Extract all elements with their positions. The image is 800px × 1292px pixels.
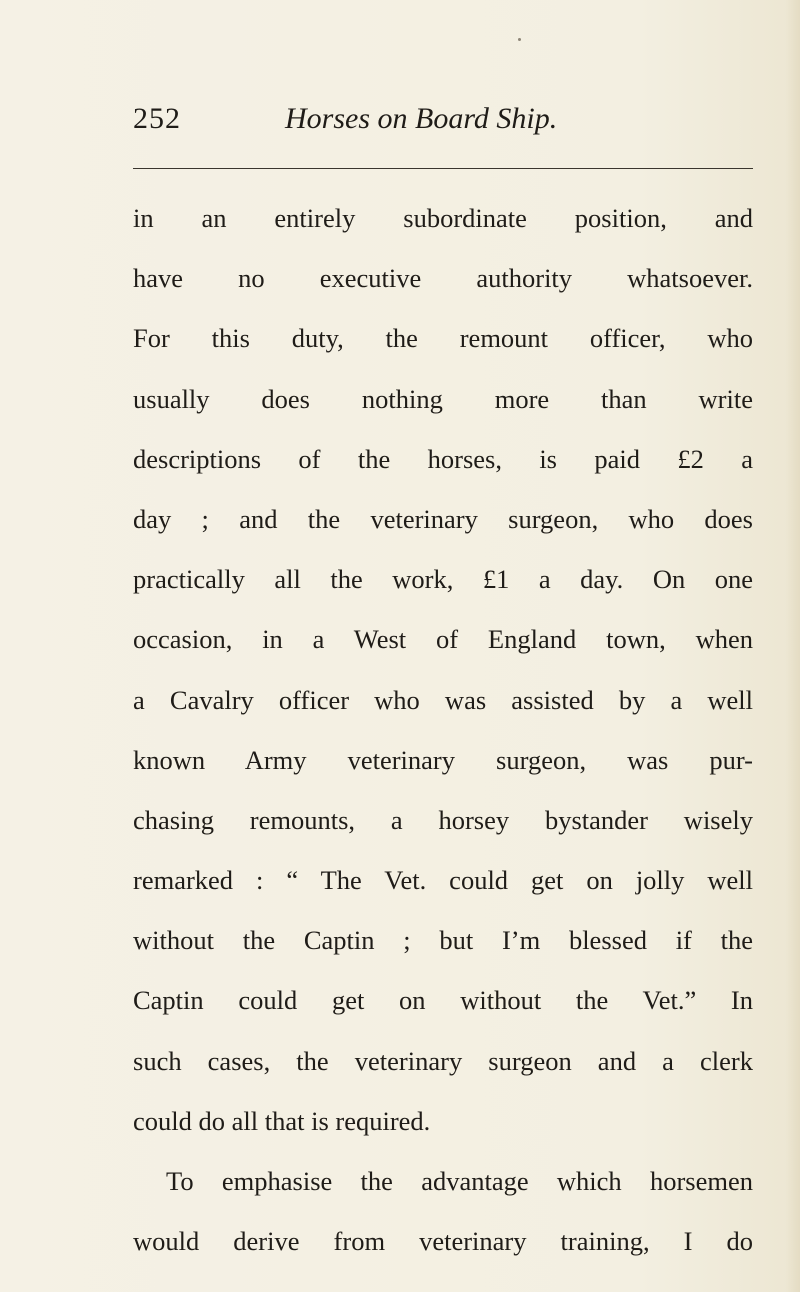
text-line: day ; and the veterinary surgeon, who does bbox=[133, 503, 753, 534]
page-header bbox=[133, 94, 753, 144]
text-line: occasion, in a West of England town, when bbox=[133, 624, 753, 655]
text-line-paragraph-start: To emphasise the advantage which horsemen bbox=[166, 1166, 753, 1196]
print-mark bbox=[518, 38, 521, 41]
text-line: chasing remounts, a horsey bystander wisely bbox=[133, 804, 753, 835]
text-line: For this duty, the remount officer, who bbox=[133, 323, 753, 354]
page-edge-shadow bbox=[786, 0, 800, 1292]
text-line: without the Captin ; but I’m blessed if the bbox=[133, 925, 753, 956]
text-line: a Cavalry officer who was assisted by a well bbox=[133, 684, 753, 715]
text-line: known Army veterinary surgeon, was pur- bbox=[133, 744, 753, 775]
text-line: remarked : “ The Vet. could get on jolly well bbox=[133, 865, 753, 896]
text-line: descriptions of the horses, is paid £2 a bbox=[133, 443, 753, 474]
page-number: 252 bbox=[133, 102, 181, 135]
text-line: such cases, the veterinary surgeon and a clerk bbox=[133, 1045, 753, 1076]
text-line: Captin could get on without the Vet.” In bbox=[133, 985, 753, 1016]
text-line: usually does nothing more than write bbox=[133, 383, 753, 414]
text-line-paragraph-end: could do all that is required. bbox=[133, 1105, 431, 1136]
body-text bbox=[133, 188, 753, 1271]
text-line: in an entirely subordinate position, and bbox=[133, 203, 753, 233]
header-rule bbox=[133, 168, 753, 169]
text-line: would derive from veterinary training, I do bbox=[133, 1226, 753, 1257]
text-line: practically all the work, £1 a day. On one bbox=[133, 564, 753, 595]
text-line: have no executive authority whatsoever. bbox=[133, 263, 753, 294]
running-title: Horses on Board Ship. bbox=[285, 102, 558, 135]
